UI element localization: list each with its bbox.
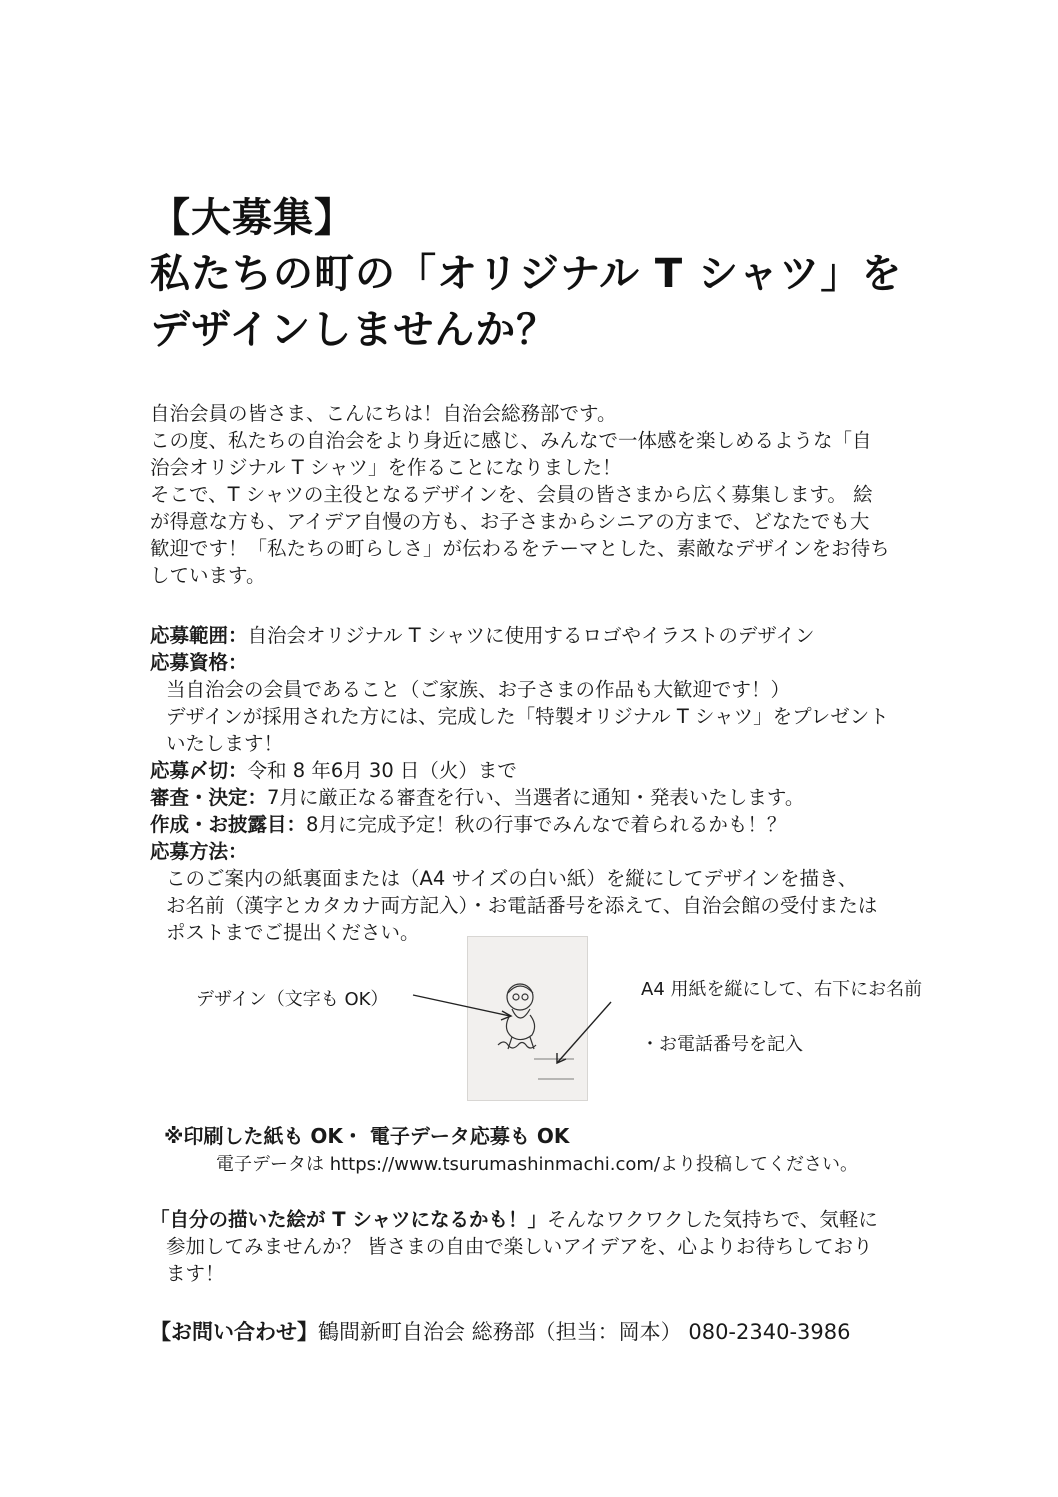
method-label: 応募方法：	[150, 840, 248, 863]
electronic-note: 電子データは https://www.tsurumashinmachi.com/より投稿してください。	[216, 1154, 858, 1175]
method-line: このご案内の紙裏面または（A4 サイズの白い紙）を縦にしてデザインを描き、	[166, 867, 858, 890]
reveal-label: 作成・お披露目：	[150, 813, 307, 836]
design-arrow	[413, 995, 510, 1016]
closing-line-1-rest: そんなワクワクした気持ちで、気軽に	[547, 1208, 878, 1231]
intro-line: この度、私たちの自治会をより身近に感じ、みんなで一体感を楽しめるような「自	[150, 429, 872, 452]
method-line: ポストまでご提出ください。	[166, 921, 420, 944]
scope-text: 自治会オリジナル T シャツに使用するロゴやイラストのデザイン	[247, 624, 815, 647]
reveal-text: 8月に完成予定！秋の行事でみんなで着られるかも！？	[306, 813, 787, 836]
a4-note-2: ・お電話番号を記入	[641, 1034, 803, 1055]
closing-quote: 「自分の描いた絵が T シャツになるかも！」	[150, 1208, 547, 1231]
intro-line: そこで、T シャツの主役となるデザインを、会員の皆さまから広く募集します。 絵	[150, 483, 873, 506]
contact-label: 【お問い合わせ】	[150, 1320, 318, 1344]
title-line-1: 【大募集】	[150, 195, 355, 241]
design-note: デザイン（文字も OK）	[196, 989, 389, 1010]
closing-line-3: ます！	[166, 1262, 225, 1285]
title-line-3: デザインしませんか？	[150, 307, 558, 353]
scope-label: 応募範囲：	[150, 624, 248, 647]
name-arrow	[557, 1002, 611, 1063]
eligibility-label: 応募資格：	[150, 651, 248, 674]
contact-text: 鶴間新町自治会 総務部（担当：岡本） 080-2340-3986	[318, 1320, 851, 1344]
deadline-label: 応募〆切：	[150, 759, 248, 782]
intro-line: が得意な方も、アイデア自慢の方も、お子さまからシニアの方まで、どなたでも大	[150, 510, 870, 533]
title-line-2: 私たちの町の「オリジナル T シャツ」を	[150, 251, 903, 297]
intro-line: しています。	[150, 564, 266, 587]
closing-line-2: 参加してみませんか？ 皆さまの自由で楽しいアイデアを、心よりお待ちしており	[166, 1235, 873, 1258]
a4-note-1: A4 用紙を縦にして、右下にお名前	[641, 979, 923, 1000]
intro-line: 歓迎です！「私たちの町らしさ」が伝わるをテーマとした、素敵なデザインをお待ち	[150, 537, 890, 560]
eligibility-line: いたします！	[166, 732, 284, 755]
review-label: 審査・決定：	[150, 786, 268, 809]
deadline-text: 令和 8 年6月 30 日（火）まで	[247, 759, 517, 782]
print-note: ※印刷した紙も OK・ 電子データ応募も OK	[164, 1124, 570, 1148]
contact-line	[150, 1316, 850, 1346]
eligibility-line: 当自治会の会員であること（ご家族、お子さまの作品も大歓迎です！）	[166, 678, 791, 701]
eligibility-line: デザインが採用された方には、完成した「特製オリジナル T シャツ」をプレゼント	[166, 705, 889, 728]
intro-line: 自治会員の皆さま、こんにちは！自治会総務部です。	[150, 402, 617, 425]
method-line: お名前（漢字とカタカナ両方記入）・お電話番号を添えて、自治会館の受付または	[166, 894, 878, 917]
review-text: 7月に厳正なる審査を行い、当選者に通知・発表いたします。	[267, 786, 805, 809]
intro-line: 治会オリジナル T シャツ」を作ることになりました！	[150, 456, 622, 479]
closing-line-1	[150, 1206, 878, 1233]
closing-paragraph	[150, 1206, 878, 1287]
